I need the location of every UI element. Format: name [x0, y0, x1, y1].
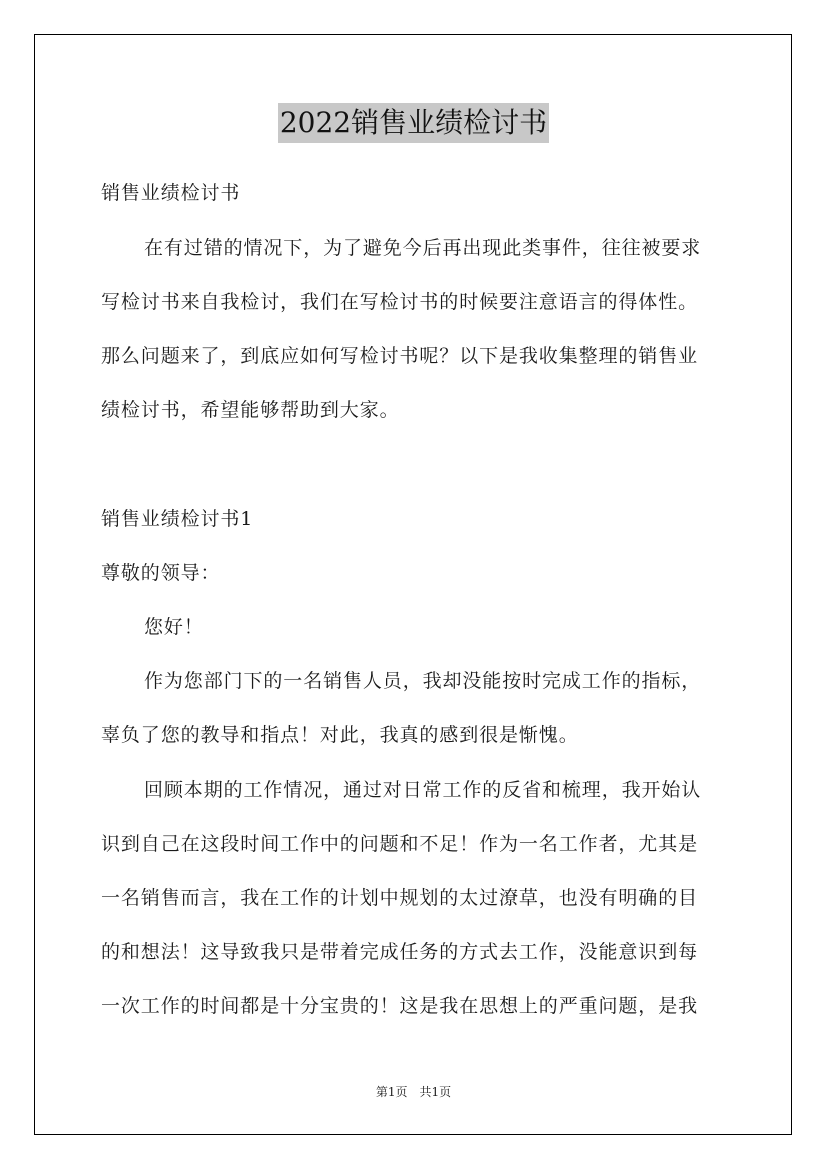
intro-line: 写检讨书来自我检讨，我们在写检讨书的时候要注意语言的得体性。 [101, 291, 699, 313]
paragraph-line: 一次工作的时间都是十分宝贵的！这是我在思想上的严重问题，是我 [101, 995, 699, 1017]
intro-line: 绩检讨书，希望能够帮助到大家。 [101, 399, 400, 421]
paragraph-line: 的和想法！这导致我只是带着完成任务的方式去工作，没能意识到每 [101, 941, 699, 963]
paragraph-line: 回顾本期的工作情况，通过对日常工作的反省和梳理，我开始认 [144, 779, 702, 801]
document-title [0, 103, 827, 143]
intro-line: 在有过错的情况下，为了避免今后再出现此类事件，往往被要求 [144, 237, 702, 259]
page-number: 第1页 共1页 [375, 1085, 452, 1099]
document-subtitle: 销售业绩检讨书 [101, 182, 241, 204]
salutation: 尊敬的领导： [101, 562, 221, 584]
intro-line: 那么问题来了，到底应如何写检讨书呢？以下是我收集整理的销售业 [101, 345, 699, 367]
paragraph-line: 识到自己在这段时间工作中的问题和不足！作为一名工作者，尤其是 [101, 833, 699, 855]
section-heading: 销售业绩检讨书1 [101, 508, 254, 530]
paragraph-line: 一名销售而言，我在工作的计划中规划的太过潦草，也没有明确的目 [101, 887, 699, 909]
paragraph-line: 辜负了您的教导和指点！对此，我真的感到很是惭愧。 [101, 724, 579, 746]
paragraph-line: 作为您部门下的一名销售人员，我却没能按时完成工作的指标， [144, 670, 702, 692]
document-title-text: 2022销售业绩检讨书 [278, 103, 549, 143]
greeting: 您好！ [144, 616, 204, 638]
